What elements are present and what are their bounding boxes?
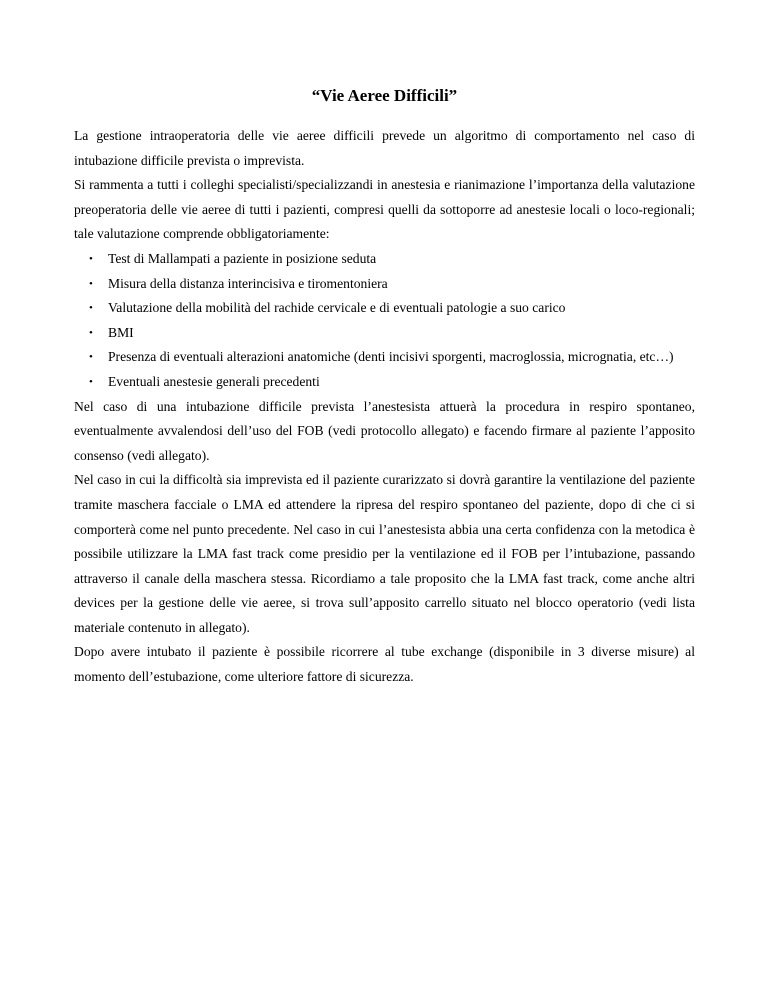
list-item <box>74 296 695 321</box>
body-paragraph-3: Dopo avere intubato il paziente è possibile ricorrere al tube exchange (disponibile in 3 diverse misure) al momento dell’estubazione, come ulteriore fattore di sicurezza. <box>74 644 695 685</box>
intro-paragraph-1: La gestione intraoperatoria delle vie aeree difficili prevede un algoritmo di comportamento nel caso di intubazione difficile prevista o imprevista. <box>74 128 695 168</box>
bullet-icon: • <box>89 277 93 290</box>
list-item <box>74 272 695 297</box>
bullet-icon: • <box>89 252 93 265</box>
list-item <box>74 345 695 370</box>
bullet-icon: • <box>89 326 93 339</box>
evaluation-list <box>74 247 695 395</box>
list-item <box>74 370 695 395</box>
list-item-text: BMI <box>108 324 134 340</box>
list-item-text: Presenza di eventuali alterazioni anatomiche (denti incisivi sporgenti, macroglossia, micrognatia, etc…) <box>108 349 674 365</box>
body-paragraph-2: Nel caso in cui la difficoltà sia imprevista ed il paziente curarizzato si dovrà garantire la ventilazione del paziente tramite maschera facciale o LMA ed attendere la ripresa del respiro spontaneo del paziente, dopo di che ci si comporterà come nel punto precedente. Nel caso in cui l’anestesista abbia una certa confidenza con la metodica è possibile utilizzare la LMA fast track come presidio per la ventilazione ed il FOB per l’intubazione, passando attraverso il canale della maschera stessa. Ricordiamo a tale proposito che la LMA fast track, come anche altri devices per la gestione delle vie aeree, si trova sull’apposito carrello situato nel blocco operatorio (vedi lista materiale contenuto in allegato). <box>74 472 695 635</box>
bullet-icon: • <box>89 302 93 315</box>
bullet-icon: • <box>89 351 93 364</box>
bullet-icon: • <box>89 375 93 388</box>
list-item <box>74 321 695 346</box>
body-paragraph-1: Nel caso di una intubazione difficile prevista l’anestesista attuerà la procedura in respiro spontaneo, eventualmente avvalendosi dell’uso del FOB (vedi protocollo allegato) e facendo firmare al paziente l’apposito consenso (vedi allegato). <box>74 398 695 463</box>
list-item <box>74 247 695 272</box>
list-item-text: Eventuali anestesie generali precedenti <box>108 373 320 389</box>
document-title: “Vie Aeree Difficili” <box>311 86 458 105</box>
list-item-text: Misura della distanza interincisiva e tiromentoniera <box>108 275 388 291</box>
list-item-text: Test di Mallampati a paziente in posizione seduta <box>108 250 377 266</box>
intro-paragraph-2: Si rammenta a tutti i colleghi specialisti/specializzandi in anestesia e rianimazione l’importanza della valutazione preoperatoria delle vie aeree di tutti i pazienti, compresi quelli da sottoporre ad anestesie locali o loco-regionali; tale valutazione comprende obbligatoriamente: <box>74 177 695 242</box>
document-body <box>74 124 695 690</box>
list-item-text: Valutazione della mobilità del rachide cervicale e di eventuali patologie a suo carico <box>108 300 566 316</box>
